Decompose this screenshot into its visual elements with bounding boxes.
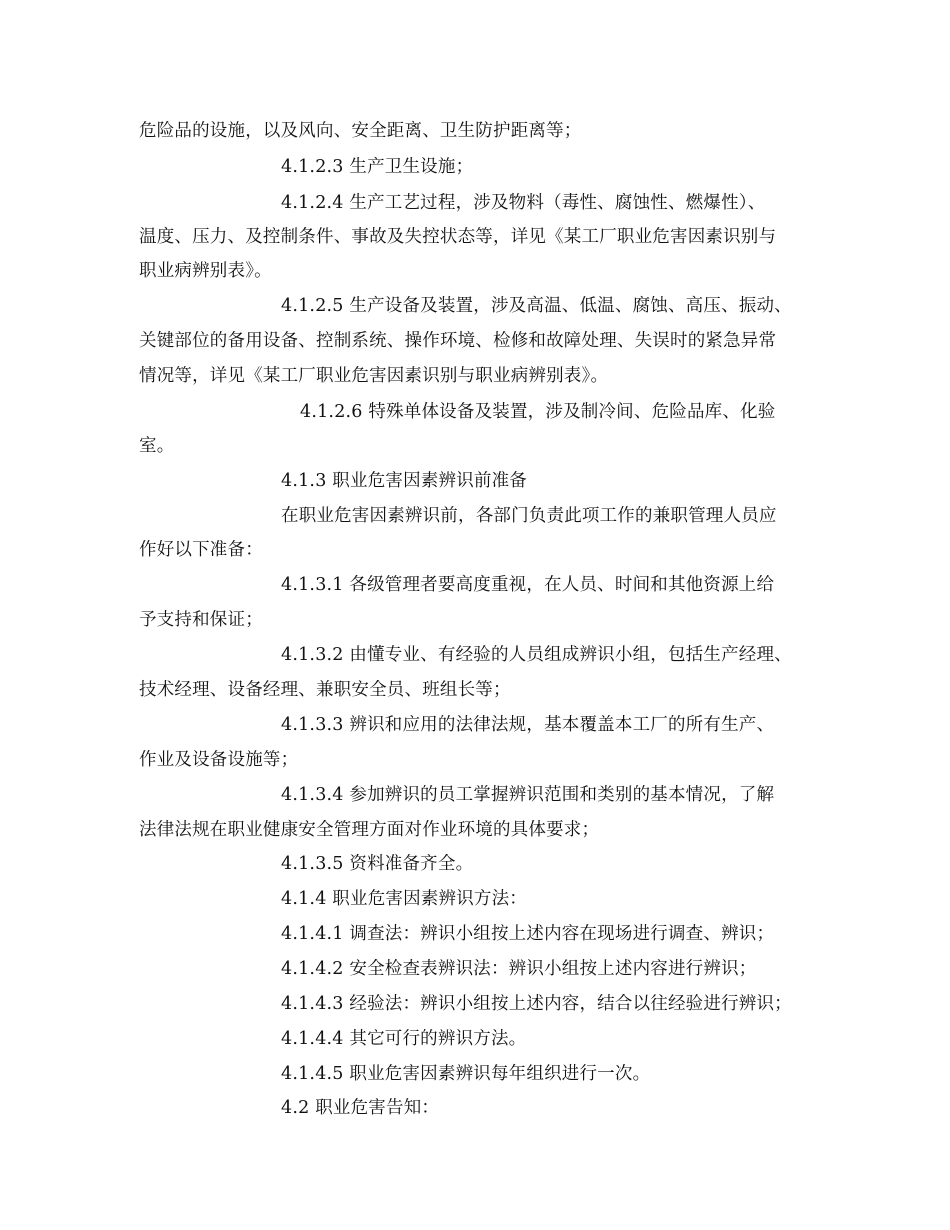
- text-line: 技术经理、设备经理、兼职安全员、班组长等；: [139, 680, 511, 700]
- text-line: 情况等，详见《某工厂职业危害因素识别与职业病辨别表》。: [139, 366, 609, 386]
- text-line: 4.1.3.2 由懂专业、有经验的人员组成辨识小组，包括生产经理、: [281, 645, 792, 665]
- text-line: 温度、压力、及控制条件、事故及失控状态等，详见《某工厂职业危害因素识别与: [139, 227, 777, 247]
- text-line: 4.1.2.5 生产设备及装置，涉及高温、低温、腐蚀、高压、振动、: [281, 296, 792, 316]
- text-line: 作业及设备设施等；: [139, 750, 299, 770]
- text-line: 职业病辨别表》。: [139, 261, 272, 281]
- text-line: 4.1.2.3 生产卫生设施；: [281, 157, 474, 177]
- section-heading: 4.2 职业危害告知：: [281, 1098, 440, 1118]
- text-line: 4.1.3.5 资料准备齐全。: [281, 854, 474, 874]
- text-line: 关键部位的备用设备、控制系统、操作环境、检修和故障处理、失误时的紧急异常: [139, 331, 777, 351]
- text-line: 4.1.3.4 参加辨识的员工掌握辨识范围和类别的基本情况，了解: [281, 785, 775, 805]
- text-line: 4.1.4.5 职业危害因素辨识每年组织进行一次。: [281, 1064, 651, 1084]
- text-line: 法律法规在职业健康安全管理方面对作业环境的具体要求；: [139, 820, 600, 840]
- text-line: 4.1.4.2 安全检查表辨识法：辨识小组按上述内容进行辨识；: [281, 959, 757, 979]
- text-line: 作好以下准备：: [139, 540, 263, 560]
- text-line: 危险品的设施，以及风向、安全距离、卫生防护距离等；: [139, 121, 582, 141]
- text-line: 4.1.4.4 其它可行的辨识方法。: [281, 1029, 527, 1049]
- text-line: 4.1.3.3 辨识和应用的法律法规，基本覆盖本工厂的所有生产、: [281, 715, 775, 735]
- text-line: 在职业危害因素辨识前，各部门负责此项工作的兼职管理人员应: [281, 506, 777, 526]
- section-heading: 4.1.4 职业危害因素辨识方法：: [281, 889, 527, 909]
- text-line: 4.1.4.1 调查法：辨识小组按上述内容在现场进行调查、辨识；: [281, 924, 775, 944]
- section-heading: 4.1.3 职业危害因素辨识前准备: [281, 471, 527, 491]
- text-line: 予支持和保证；: [139, 610, 263, 630]
- text-line: 4.1.2.4 生产工艺过程，涉及物料（毒性、腐蚀性、燃爆性）、: [281, 193, 766, 213]
- text-line: 4.1.3.1 各级管理者要高度重视，在人员、时间和其他资源上给: [281, 575, 775, 595]
- text-line: 4.1.4.3 经验法：辨识小组按上述内容，结合以往经验进行辨识；: [281, 994, 792, 1014]
- text-line: 室。: [139, 436, 175, 456]
- text-line: 4.1.2.6 特殊单体设备及装置，涉及制冷间、危险品库、化验: [300, 402, 776, 422]
